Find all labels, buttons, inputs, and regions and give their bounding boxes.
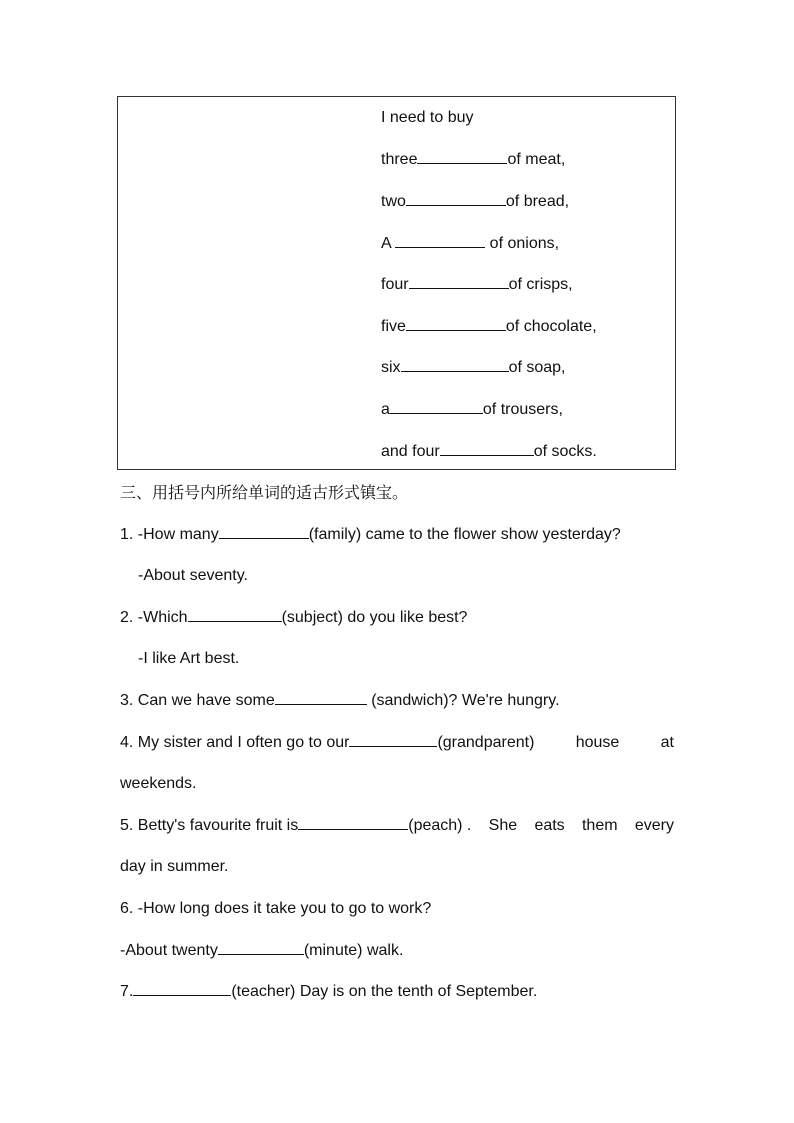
question-text: She	[488, 817, 518, 834]
question-text: 1. -How many	[120, 526, 219, 543]
list-item	[381, 316, 597, 337]
list-item	[381, 191, 569, 212]
item-suffix: of soap,	[508, 359, 566, 376]
question-text: every	[634, 817, 674, 834]
item-prefix: two	[381, 193, 406, 210]
section-heading: 三、用括号内所给单词的适古形式镇宝。	[120, 483, 409, 502]
answer-blank[interactable]	[401, 357, 509, 372]
question-text: 7.	[120, 983, 134, 1000]
question-4-continued: weekends.	[120, 775, 197, 792]
answer-blank[interactable]	[349, 732, 437, 747]
list-item	[381, 399, 563, 420]
answer-blank[interactable]	[417, 149, 507, 164]
question-5-continued: day in summer.	[120, 858, 229, 875]
answer-blank[interactable]	[406, 316, 506, 331]
question-text: -About twenty	[120, 942, 218, 959]
item-suffix: of bread,	[505, 193, 570, 210]
item-prefix: five	[381, 318, 406, 335]
question-text: (teacher) Day is on the tenth of September.	[231, 983, 538, 1000]
item-prefix: four	[381, 276, 409, 293]
item-prefix: and four	[381, 443, 440, 460]
list-item	[381, 274, 573, 295]
item-suffix: of trousers,	[482, 401, 563, 418]
answer-blank[interactable]	[219, 524, 309, 539]
question-5	[120, 815, 674, 837]
question-3	[120, 690, 560, 712]
question-text: eats	[534, 817, 565, 834]
question-2-answer: -I like Art best.	[138, 650, 240, 667]
question-text: (subject) do you like best?	[281, 609, 468, 626]
question-text: 2. -Which	[120, 609, 188, 626]
question-text: 3. Can we have some	[120, 692, 275, 709]
list-item	[381, 441, 597, 462]
question-text: (minute) walk.	[303, 942, 404, 959]
question-text: 5. Betty's favourite fruit is	[120, 817, 299, 834]
item-prefix: six	[381, 359, 401, 376]
list-item	[381, 233, 559, 254]
question-6: 6. -How long does it take you to go to work?	[120, 900, 432, 917]
answer-blank[interactable]	[409, 274, 509, 289]
answer-blank[interactable]	[406, 191, 506, 206]
list-item	[381, 149, 565, 170]
question-text: (peach) .	[408, 817, 472, 834]
answer-blank[interactable]	[133, 981, 231, 996]
answer-blank[interactable]	[188, 607, 282, 622]
item-suffix: of crisps,	[508, 276, 573, 293]
question-text: 4. My sister and I often go to our	[120, 734, 350, 751]
question-text: (grandparent)	[437, 734, 535, 751]
answer-blank[interactable]	[390, 399, 483, 414]
question-2	[120, 607, 467, 629]
question-text: house	[575, 734, 620, 751]
question-1-answer: -About seventy.	[138, 567, 248, 584]
answer-blank[interactable]	[275, 690, 367, 705]
question-4	[120, 732, 674, 754]
answer-blank[interactable]	[218, 940, 304, 955]
item-suffix: of chocolate,	[505, 318, 597, 335]
list-intro: I need to buy	[381, 109, 474, 126]
item-prefix: a	[381, 401, 390, 418]
item-suffix: of meat,	[507, 151, 566, 168]
question-7	[120, 981, 537, 1003]
answer-blank[interactable]	[298, 815, 408, 830]
item-suffix: of socks.	[533, 443, 597, 460]
question-text: (sandwich)? We're hungry.	[366, 692, 560, 709]
question-6-answer	[120, 940, 403, 962]
list-item	[381, 357, 566, 378]
answer-blank[interactable]	[395, 233, 485, 248]
item-suffix: of onions,	[485, 235, 560, 252]
item-prefix: A	[381, 235, 396, 252]
question-text: them	[581, 817, 618, 834]
question-text: at	[660, 734, 674, 751]
question-1	[120, 524, 621, 546]
answer-blank[interactable]	[440, 441, 534, 456]
item-prefix: three	[381, 151, 418, 168]
question-text: (family) came to the flower show yesterday?	[308, 526, 621, 543]
